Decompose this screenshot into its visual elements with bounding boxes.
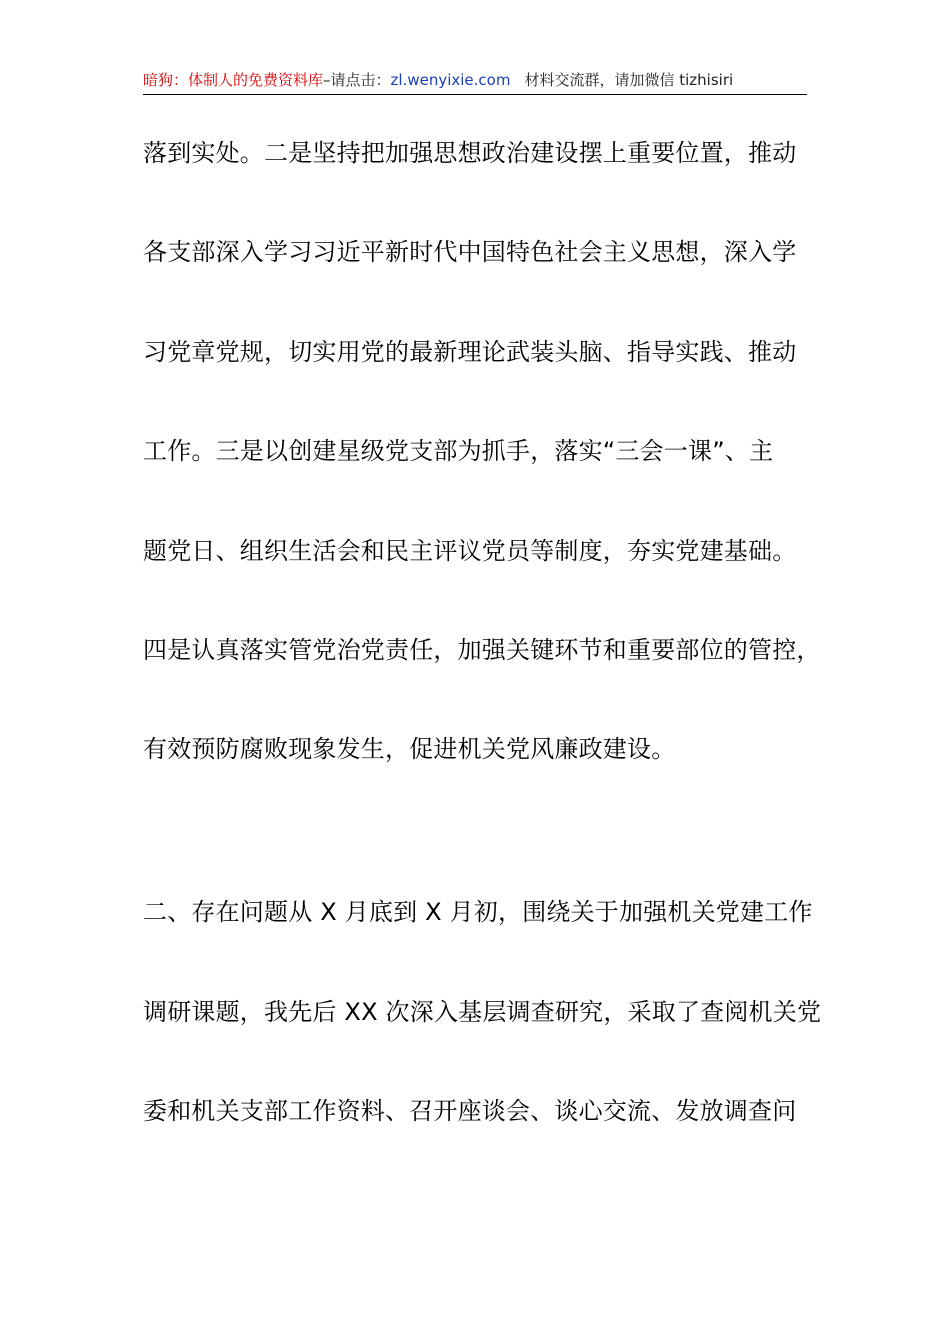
body-line: 题党日、组织生活会和民主评议党员等制度，夯实党建基础。: [143, 537, 797, 565]
header-brand: 暗狗：体制人的免费资料库: [143, 71, 324, 89]
header-wechat: 材料交流群，请加微信 tizhisiri: [524, 71, 734, 89]
body-line: 工作。三是以创建星级党支部为抓手，落实“三会一课”、主: [143, 437, 774, 465]
body-line: 习党章党规，切实用党的最新理论武装头脑、指导实践、推动: [143, 338, 797, 366]
body-line: 委和机关支部工作资料、召开座谈会、谈心交流、发放调查问: [143, 1097, 797, 1125]
body-line: 有效预防腐败现象发生，促进机关党风廉政建设。: [143, 735, 676, 763]
header-divider: [143, 94, 807, 95]
section-heading-line: 二、存在问题从 X 月底到 X 月初，围绕关于加强机关党建工作: [143, 898, 813, 926]
body-line: 各支部深入学习习近平新时代中国特色社会主义思想，深入学: [143, 238, 797, 266]
header-link[interactable]: zl.wenyixie.com: [390, 71, 511, 89]
body-line: 调研课题，我先后 XX 次深入基层调查研究，采取了查阅机关党: [143, 998, 822, 1026]
header-prompt: –请点击：: [323, 71, 391, 89]
body-line: 落到实处。二是坚持把加强思想政治建设摆上重要位置，推动: [143, 139, 797, 167]
body-line: 四是认真落实管党治党责任，加强关键环节和重要部位的管控，: [143, 636, 821, 664]
page-header: [143, 70, 807, 94]
